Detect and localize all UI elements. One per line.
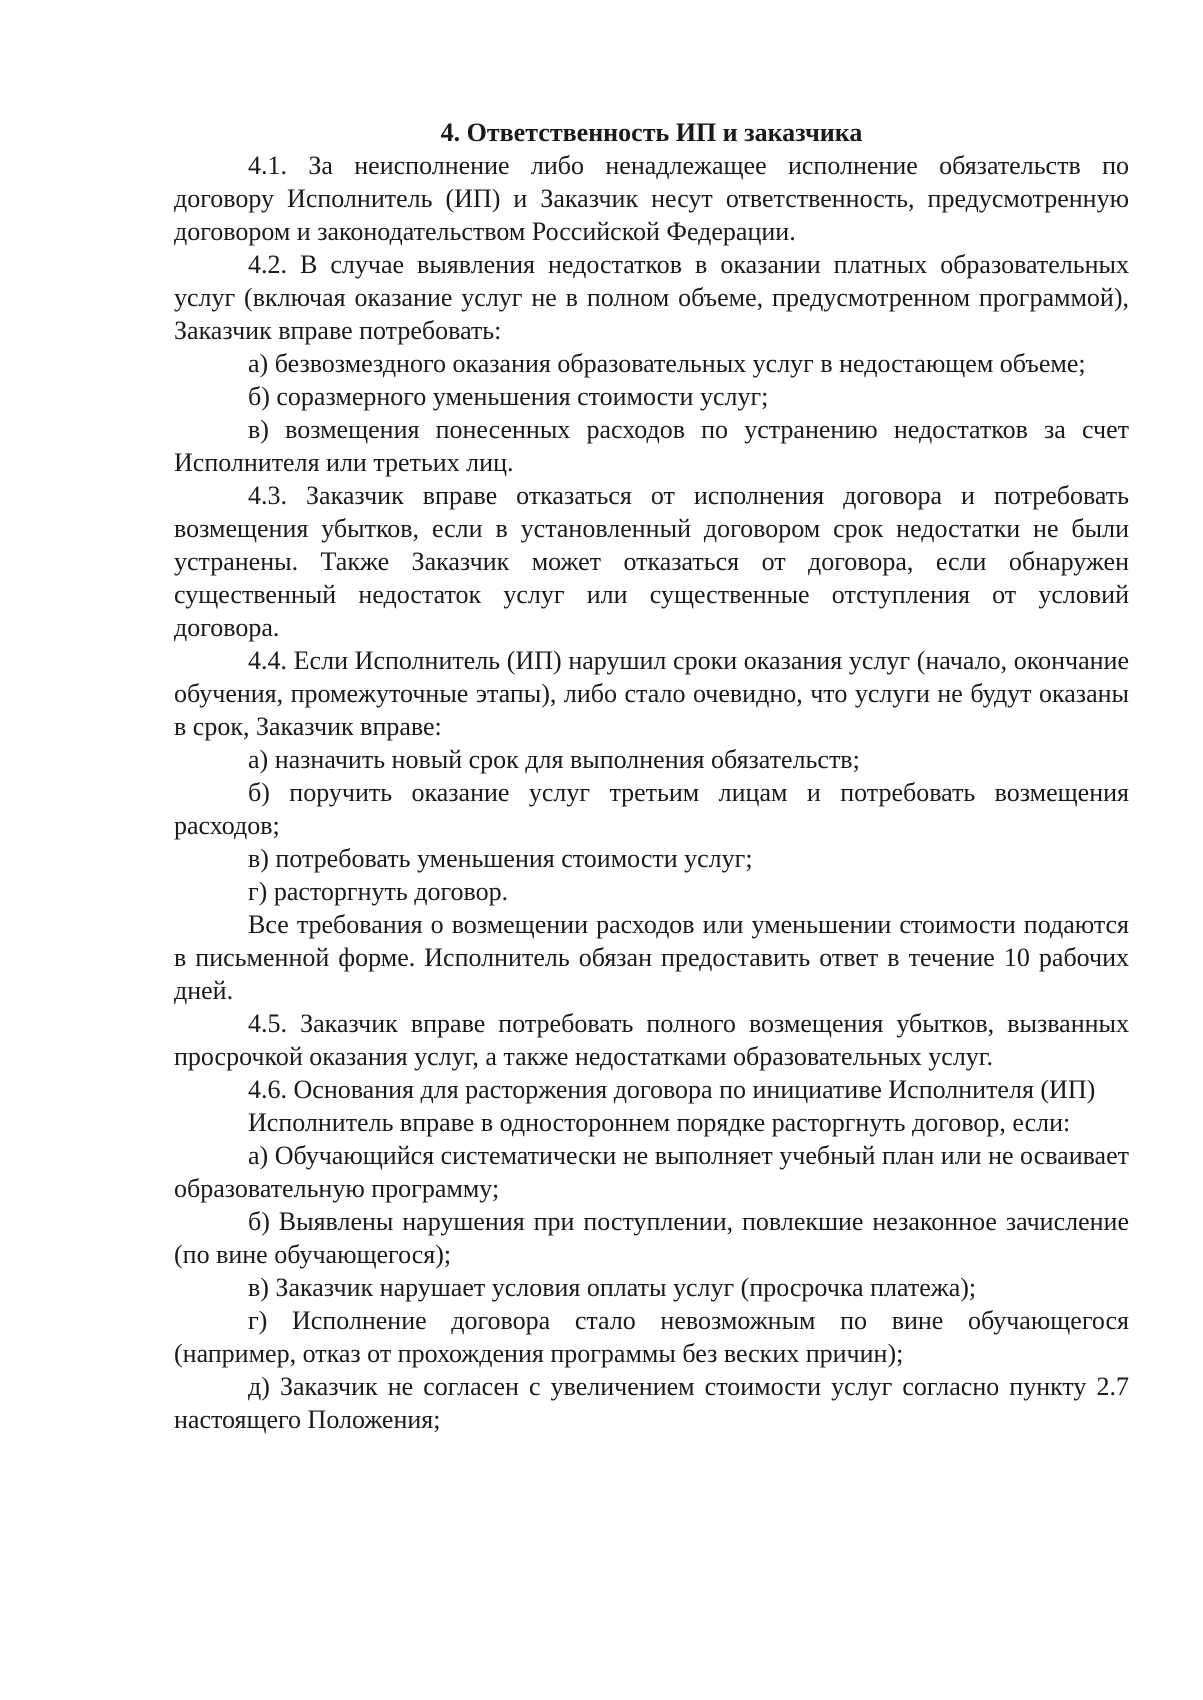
list-item-4-2-v: в) возмещения понесенных расходов по устранению недостатков за счет Исполнителя или третьих лиц. [174,415,1129,477]
document-body [174,116,1129,1436]
list-item-4-6-d: д) Заказчик не согласен с увеличением стоимости услуг согласно пункту 2.7 настоящего Положения; [174,1372,1129,1434]
list-item-4-4-a: а) назначить новый срок для выполнения обязательств; [248,745,860,774]
paragraph-4-2: 4.2. В случае выявления недостатков в оказании платных образовательных услуг (включая оказание услуг не в полном объеме, предусмотренном программой), Заказчик вправе потребовать: [174,250,1129,345]
list-item-4-6-a: а) Обучающийся систематически не выполняет учебный план или не осваивает образовательную программу; [174,1141,1129,1203]
paragraph-4-6: 4.6. Основания для расторжения договора по инициативе Исполнителя (ИП) [248,1075,1096,1104]
paragraph-requirements: Все требования о возмещении расходов или уменьшении стоимости подаются в письменной форме. Исполнитель обязан предоставить ответ в течение 10 рабочих дней. [174,910,1129,1005]
section-heading: 4. Ответственность ИП и заказчика [440,118,863,147]
list-item-4-4-g: г) расторгнуть договор. [248,877,509,906]
paragraph-4-5: 4.5. Заказчик вправе потребовать полного возмещения убытков, вызванных просрочкой оказания услуг, а также недостатками образовательных услуг. [174,1009,1129,1071]
paragraph-termination-intro: Исполнитель вправе в одностороннем порядке расторгнуть договор, если: [248,1108,1071,1137]
list-item-4-6-b: б) Выявлены нарушения при поступлении, повлекшие незаконное зачисление (по вине обучающегося); [174,1207,1129,1269]
paragraph-4-4: 4.4. Если Исполнитель (ИП) нарушил сроки оказания услуг (начало, окончание обучения, промежуточные этапы), либо стало очевидно, что услуги не будут оказаны в срок, Заказчик вправе: [174,646,1129,741]
list-item-4-2-b: б) соразмерного уменьшения стоимости услуг; [248,382,769,411]
list-item-4-4-v: в) потребовать уменьшения стоимости услуг; [248,844,753,873]
list-item-4-4-b: б) поручить оказание услуг третьим лицам и потребовать возмещения расходов; [174,778,1129,840]
paragraph-4-3: 4.3. Заказчик вправе отказаться от исполнения договора и потребовать возмещения убытков, если в установленный договором срок недостатки не были устранены. Также Заказчик может отказаться от договора, если обнаружен существенный недостаток услуг или существенные отступления от условий договора. [174,481,1129,642]
list-item-4-6-v: в) Заказчик нарушает условия оплаты услуг (просрочка платежа); [248,1273,977,1302]
list-item-4-6-g: г) Исполнение договора стало невозможным по вине обучающегося (например, отказ от прохождения программы без веских причин); [174,1306,1129,1368]
paragraph-4-1: 4.1. За неисполнение либо ненадлежащее исполнение обязательств по договору Исполнитель (ИП) и Заказчик несут ответственность, предусмотренную договором и законодательством Российской Федерации. [174,151,1129,246]
list-item-4-2-a: а) безвозмездного оказания образовательных услуг в недостающем объеме; [248,349,1086,378]
